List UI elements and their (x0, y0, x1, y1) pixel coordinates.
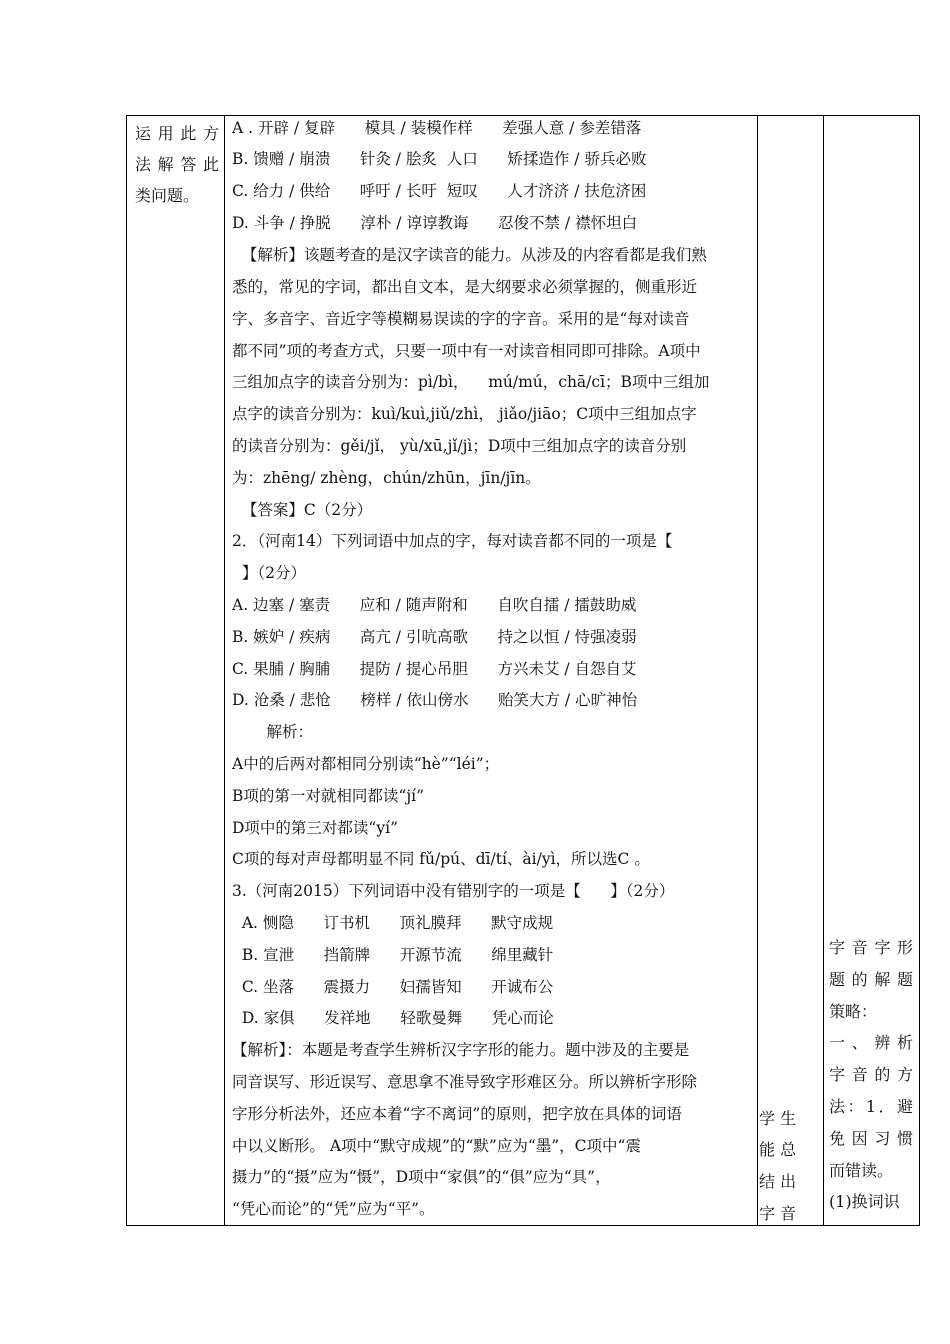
strategy-line: 免因习惯 (829, 1129, 913, 1148)
text-line: 字形分析法外，还应本着“字不离词”的原则，把字放在具体的词语 (232, 1105, 682, 1123)
summary-line: 能 总 (759, 1140, 797, 1159)
text-line: D. 斗争 / 挣脱 淳朴 / 谆谆教诲 忍俊不禁 / 襟怀坦白 (232, 214, 638, 232)
text-line: 为：zhēng/ zhèng，chún/zhūn，jīn/jīn。 (232, 469, 541, 487)
summary-line: 结 出 (759, 1172, 797, 1191)
text-line: B. 宣泄 挡箭牌 开源节流 绵里藏针 (232, 946, 554, 964)
strategy-line: 题的解题 (829, 970, 913, 989)
text-line: 中以义断形。 A项中“默守成规”的“默”应为“墨”，C项中“震 (232, 1137, 641, 1155)
strategy-line: 而错读。 (829, 1161, 894, 1180)
text-line: C. 坐落 震摄力 妇孺皆知 开诚布公 (232, 978, 554, 996)
text-line: C. 果脯 / 胸脯 提防 / 提心吊胆 方兴未艾 / 自怨自艾 (232, 660, 637, 678)
column-divider (224, 116, 225, 1225)
method-column (135, 118, 219, 211)
text-line: 【解析】：本题是考查学生辨析汉字字形的能力。题中涉及的主要是 (232, 1041, 690, 1059)
strategy-line: 法：1．避 (829, 1097, 913, 1116)
text-line: 】（2分） (232, 564, 306, 582)
strategy-line: 一、辨析 (829, 1033, 913, 1052)
text-line: 【解析】该题考查的是汉字读音的能力。从涉及的内容看都是我们熟 (232, 246, 707, 264)
text-line: 摄力”的“摄”应为“慑”，D项中“家俱”的“俱”应为“具”， (232, 1168, 611, 1186)
method-line: 运用此方 (135, 124, 219, 143)
text-line: 同音误写、形近误写、意思拿不准导致字形难区分。所以辨析字形除 (232, 1073, 698, 1091)
text-line: 字、多音字、音近字等模糊易误读的字的字音。采用的是“每对读音 (232, 310, 690, 328)
text-line: C. 给力 / 供给 呼吁 / 长吁 短叹 人才济济 / 扶危济困 (232, 182, 647, 200)
text-line: D. 家俱 发祥地 轻歌曼舞 凭心而论 (232, 1009, 554, 1027)
column-divider (823, 116, 824, 1225)
column-divider (757, 116, 758, 1225)
text-line: A中的后两对都相同分别读“hè”“léi”； (232, 755, 500, 773)
text-line: D. 沧桑 / 悲怆 榜样 / 依山傍水 贻笑大方 / 心旷神怡 (232, 691, 638, 709)
strategy-line: (1)换词识 (829, 1192, 900, 1211)
text-line: 3.（河南2015）下列词语中没有错别字的一项是【 】（2分） (232, 882, 675, 900)
text-line: 都不同”项的考查方式，只要一项中有一对读音相同即可排除。A项中 (232, 342, 701, 360)
text-line: 的读音分别为：gěi/jǐ， yù/xū,jǐ/jì；D项中三组加点字的读音分别 (232, 437, 687, 455)
text-line: 解析： (232, 723, 313, 741)
text-line: 2．（河南14）下列词语中加点的字，每对读音都不同的一项是【 (232, 532, 673, 550)
summary-line: 字 音 (759, 1204, 797, 1223)
text-line: B. 嫉妒 / 疾病 高亢 / 引吭高歌 持之以恒 / 恃强凌弱 (232, 628, 637, 646)
text-line: D项中的第三对都读“yí” (232, 819, 398, 837)
strategy-line: 字音字形 (829, 938, 913, 957)
method-line: 法解答此 (135, 155, 219, 174)
summary-line: 学 生 (759, 1109, 797, 1128)
text-line: A. 恻隐 订书机 顶礼膜拜 默守成规 (232, 914, 554, 932)
text-line: A . 开辟 / 复辟 模具 / 装模作样 差强人意 / 参差错落 (232, 119, 642, 137)
text-line: A. 边塞 / 塞责 应和 / 随声附和 自吹自擂 / 擂鼓助威 (232, 596, 637, 614)
text-line: B. 馈赠 / 崩溃 针灸 / 脍炙 人口 矫揉造作 / 骄兵必败 (232, 150, 647, 168)
text-line: C项的每对声母都明显不同 fǔ/pú、dī/tí、ài/yì，所以选C 。 (232, 850, 650, 868)
text-line: B项的第一对就相同都读“jí” (232, 787, 425, 805)
text-line: “凭心而论”的“凭”应为“平”。 (232, 1200, 435, 1218)
strategy-line: 字音的方 (829, 1065, 913, 1084)
text-line: 点字的读音分别为：kuì/kuì,jiǔ/zhì， jiǎo/jiāo；C项中三组加点字 (232, 405, 697, 423)
text-line: 悉的，常见的字词，都出自文本，是大纲要求必须掌握的，侧重形近 (232, 278, 698, 296)
strategy-line: 策略： (829, 1002, 878, 1021)
lesson-table (126, 115, 920, 1226)
method-line: 类问题。 (135, 186, 200, 205)
text-line: 【答案】C（2分） (232, 501, 373, 519)
text-line: 三组加点字的读音分别为：pì/bì， mú/mú，chā/cī；B项中三组加 (232, 373, 710, 391)
